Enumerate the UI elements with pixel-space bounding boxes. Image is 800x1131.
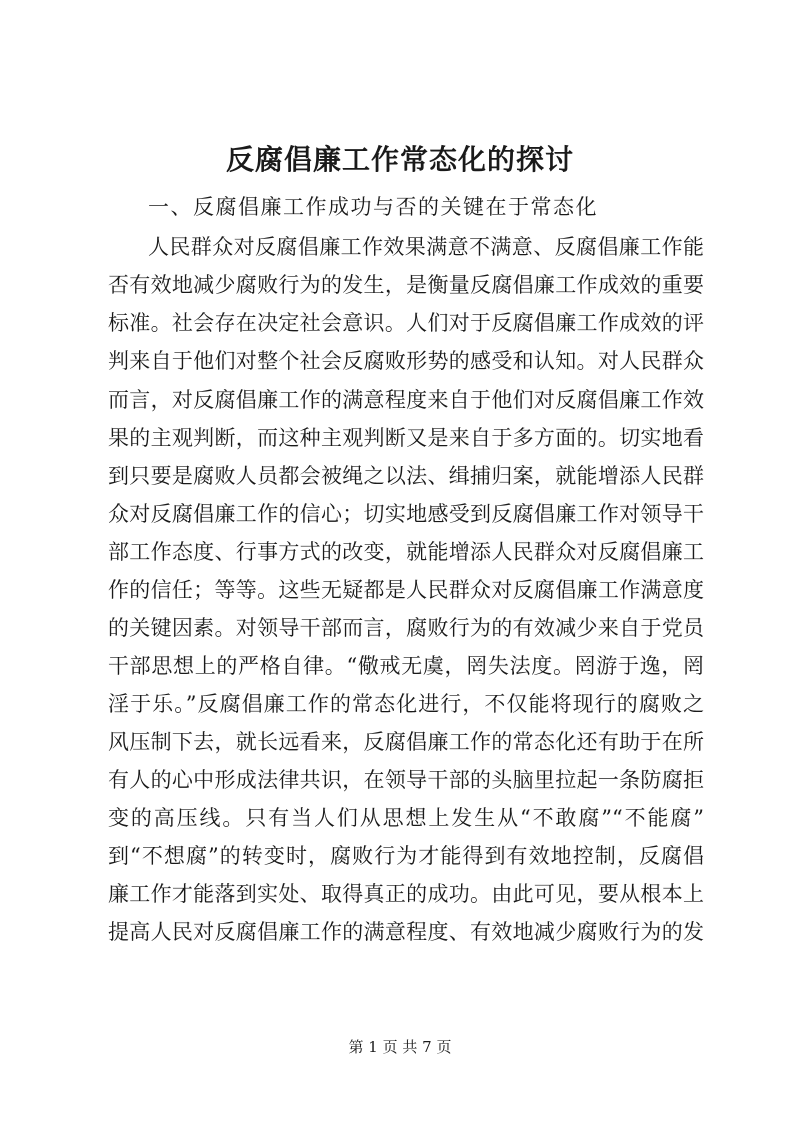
paragraph-line: 众对反腐倡廉工作的信心；切实地感受到反腐倡廉工作对领导干	[108, 502, 704, 526]
paragraph-line: 果的主观判断，而这种主观判断又是来自于多方面的。切实地看	[108, 426, 704, 450]
paragraph-line: 作的信任；等等。这些无疑都是人民群众对反腐倡廉工作满意度	[108, 578, 704, 602]
paragraph-line: 有人的心中形成法律共识，在领导干部的头脑里拉起一条防腐拒	[108, 768, 704, 792]
paragraph-line: 判来自于他们对整个社会反腐败形势的感受和认知。对人民群众	[108, 349, 704, 373]
document-title: 反腐倡廉工作常态化的探讨	[225, 143, 574, 176]
paragraph-line: 淫于乐。”反腐倡廉工作的常态化进行，不仅能将现行的腐败之	[108, 692, 704, 716]
paragraph-line: 到只要是腐败人员都会被绳之以法、缉捕归案，就能增添人民群	[108, 464, 704, 488]
paragraph-line: 提高人民对反腐倡廉工作的满意程度、有效地减少腐败行为的发	[108, 920, 704, 944]
paragraph-line: 风压制下去，就长远看来，反腐倡廉工作的常态化还有助于在所	[108, 730, 704, 754]
paragraph-line: 标准。社会存在决定社会意识。人们对于反腐倡廉工作成效的评	[108, 311, 704, 335]
paragraph-line: 的关键因素。对领导干部而言，腐败行为的有效减少来自于党员	[108, 616, 704, 640]
paragraph-line: 否有效地减少腐败行为的发生，是衡量反腐倡廉工作成效的重要	[108, 273, 704, 297]
paragraph-line: 到“不想腐”的转变时，腐败行为才能得到有效地控制，反腐倡	[108, 844, 704, 868]
paragraph-line: 变的高压线。只有当人们从思想上发生从“不敢腐”“不能腐”	[108, 806, 704, 830]
paragraph-line: 干部思想上的严格自律。“儆戒无虞，罔失法度。罔游于逸，罔	[108, 654, 704, 678]
section-heading: 一、反腐倡廉工作成功与否的关键在于常态化	[148, 195, 598, 219]
page-footer: 第 1 页 共 7 页	[348, 1038, 452, 1056]
paragraph-line: 廉工作才能落到实处、取得真正的成功。由此可见，要从根本上	[108, 882, 704, 906]
paragraph-line: 而言，对反腐倡廉工作的满意程度来自于他们对反腐倡廉工作效	[108, 388, 704, 412]
paragraph-line: 人民群众对反腐倡廉工作效果满意不满意、反腐倡廉工作能	[148, 235, 704, 259]
paragraph-line: 部工作态度、行事方式的改变，就能增添人民群众对反腐倡廉工	[108, 540, 704, 564]
